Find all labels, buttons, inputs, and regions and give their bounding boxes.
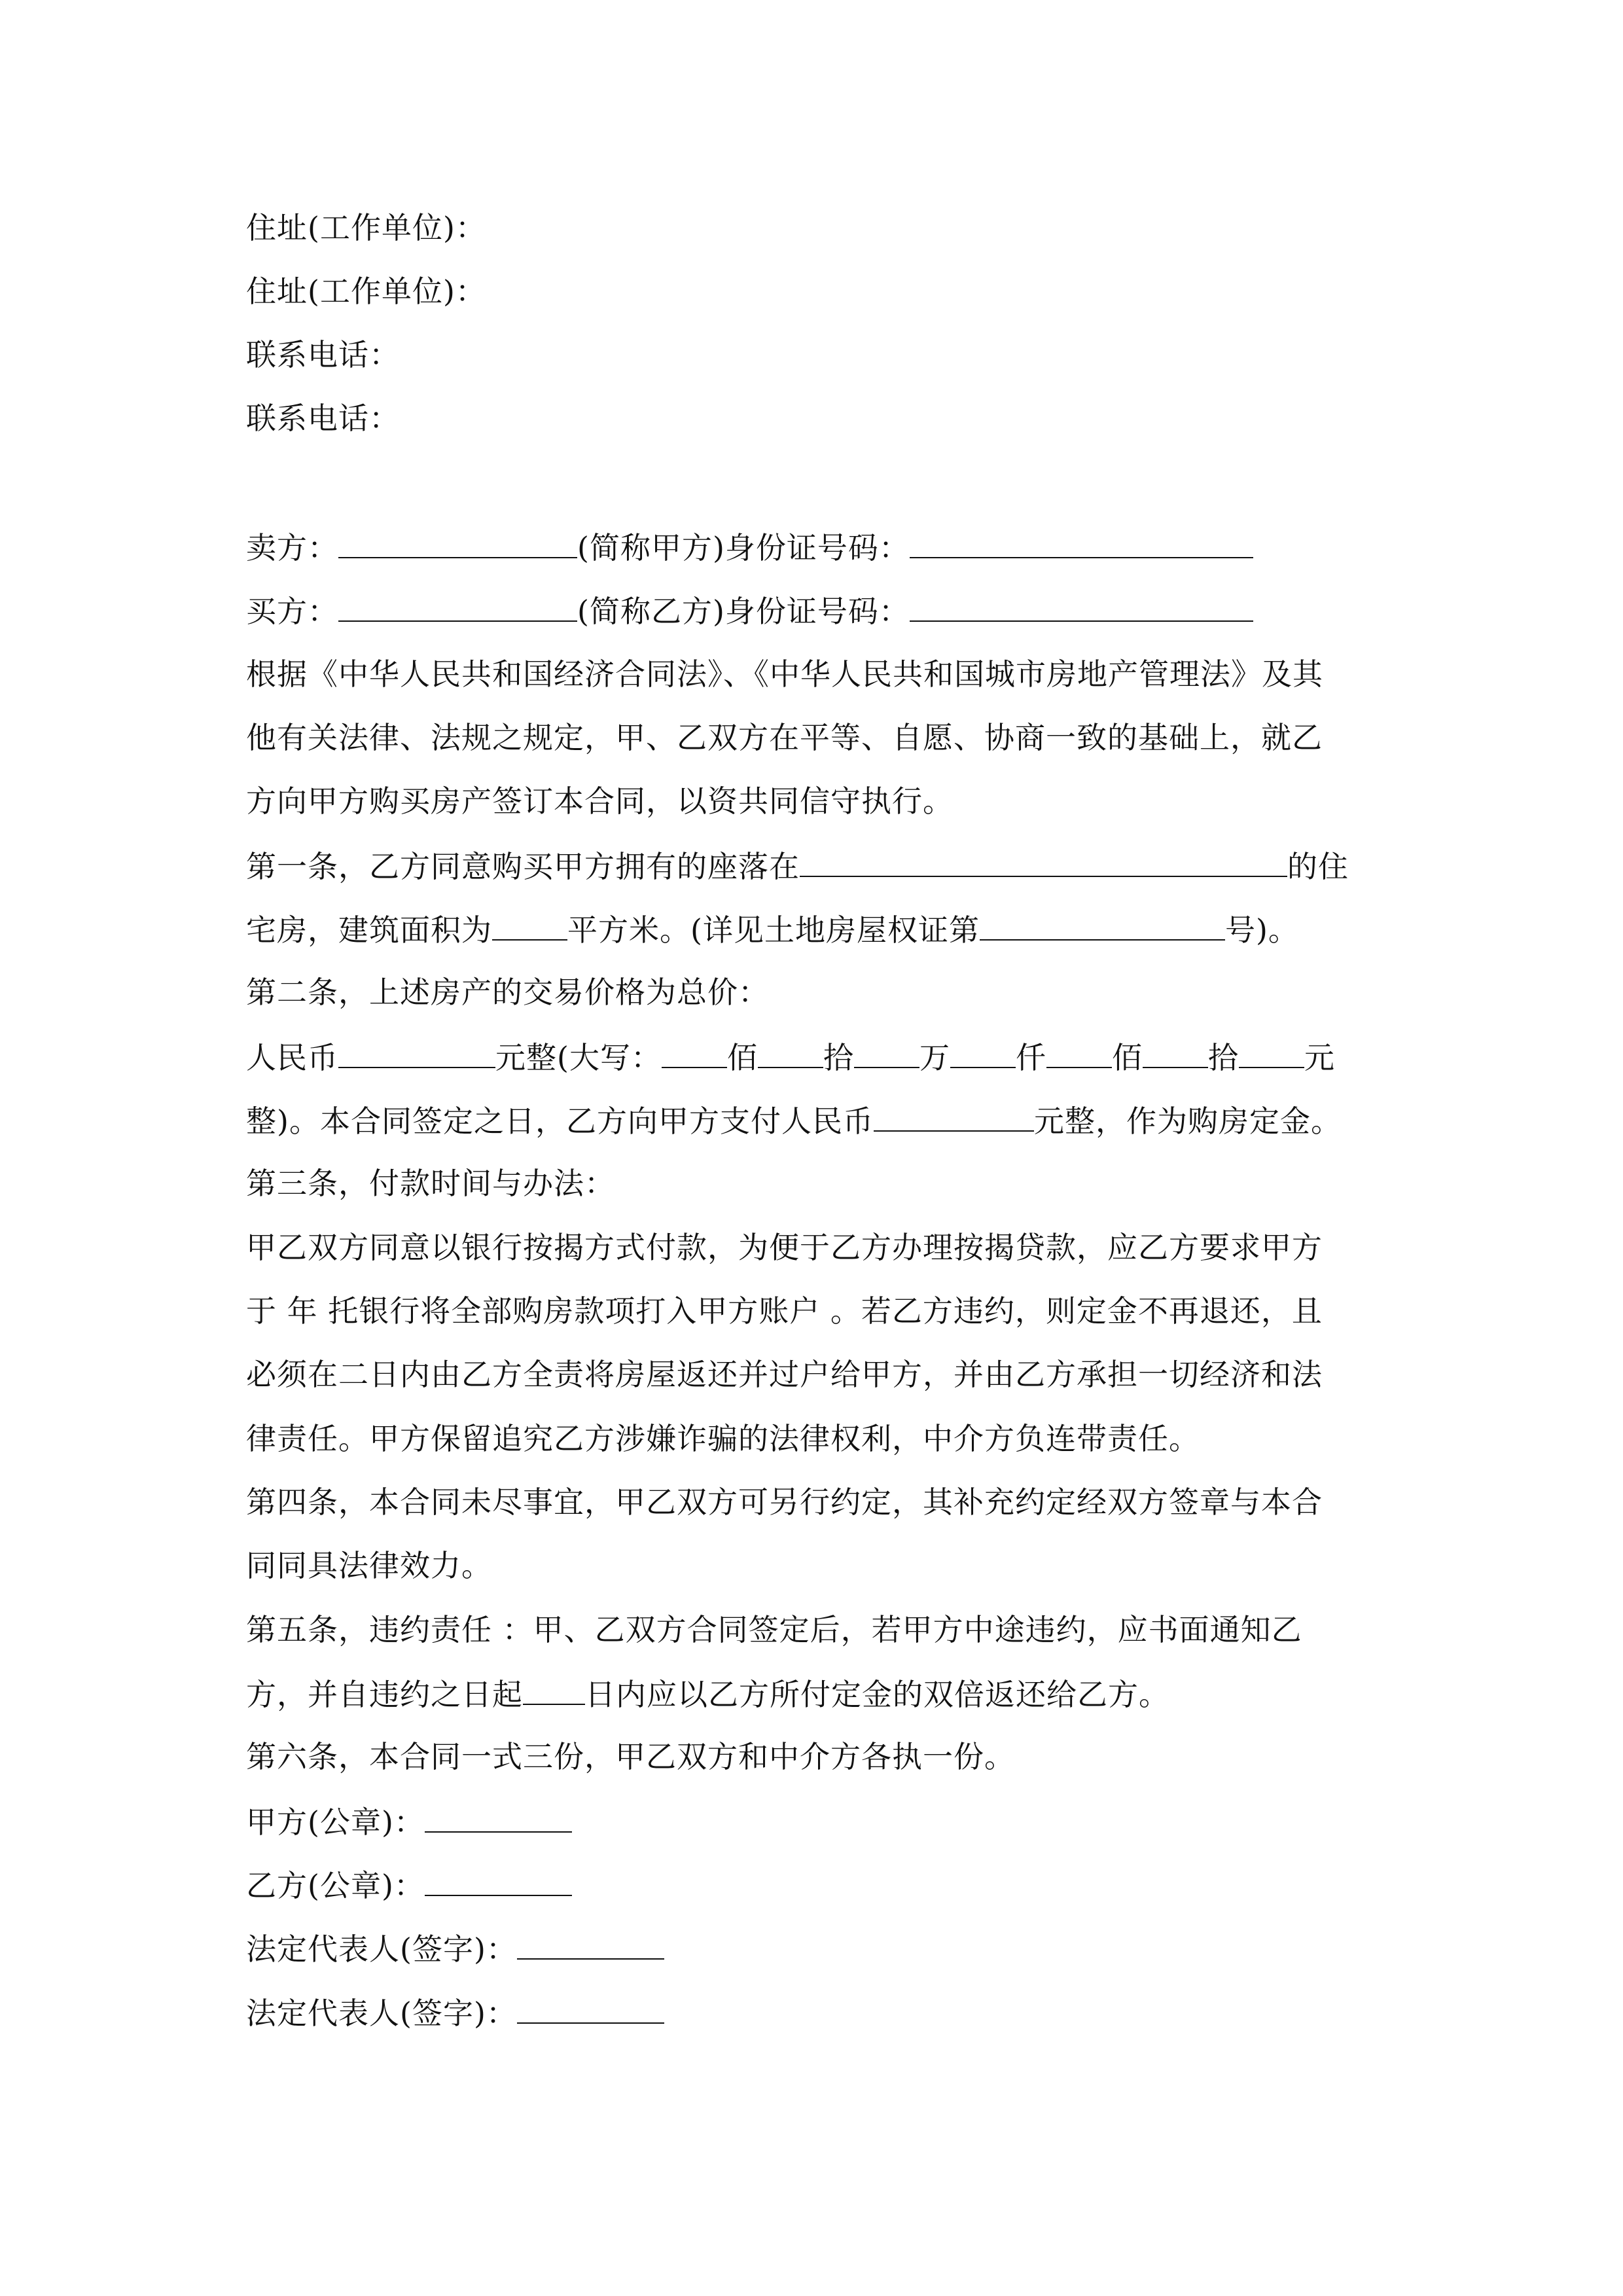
article2-title: 第二条，上述房产的交易价格为总价：	[246, 975, 769, 1010]
preamble-line-1: 根据《中华人民共和国经济合同法》、《中华人民共和国城市房地产管理法》及其	[246, 656, 1323, 692]
address-line-2: 住址(工作单位)：	[246, 274, 486, 309]
preamble-line-3: 方向甲方购买房产签订本合同，以资共同信守执行。	[246, 783, 954, 819]
unit-wan: 万	[919, 1040, 950, 1075]
article3-line-4: 律责任。甲方保留追究乙方涉嫌诈骗的法律权利，中介方负连带责任。	[246, 1421, 1200, 1456]
property-location-blank[interactable]	[800, 846, 1287, 877]
article4-line-2: 同同具法律效力。	[246, 1548, 492, 1583]
buyer-label: 买方：	[246, 594, 338, 629]
daxie-blank-2[interactable]	[758, 1037, 823, 1068]
buyer-id-blank[interactable]	[910, 590, 1253, 622]
daxie-blank-4[interactable]	[950, 1037, 1016, 1068]
deposit-amount-blank[interactable]	[874, 1100, 1034, 1132]
article1-line-1	[246, 846, 1349, 886]
article2-price-line	[246, 1037, 1335, 1077]
legal-rep-blank-2[interactable]	[517, 1992, 664, 2024]
daxie-blank-3[interactable]	[854, 1037, 919, 1068]
daxie-blank-7[interactable]	[1239, 1037, 1304, 1068]
legal-rep-blank-1[interactable]	[517, 1928, 664, 1960]
article6-line: 第六条，本合同一式三份，甲乙双方和中介方各执一份。	[246, 1739, 1015, 1774]
address-line-1: 住址(工作单位)：	[246, 210, 486, 245]
party-a-seal-line	[246, 1801, 572, 1842]
article1-text-a: 第一条，乙方同意购买甲方拥有的座落在	[246, 849, 800, 884]
seller-abbr: (简称甲方)身份证号码：	[577, 530, 910, 565]
daxie-blank-1[interactable]	[662, 1037, 727, 1068]
party-b-seal-line	[246, 1865, 572, 1905]
party-a-seal-label: 甲方(公章)：	[246, 1804, 425, 1840]
unit-shi-2: 拾	[1207, 1040, 1239, 1075]
legal-rep-line-2	[246, 1992, 664, 2033]
seller-line	[246, 527, 1253, 567]
daxie-blank-6[interactable]	[1143, 1037, 1208, 1068]
article3-line-2: 于 年 托银行将全部购房款项打入甲方账户 。若乙方违约，则定金不再退还，且	[246, 1293, 1323, 1329]
legal-rep-label-2: 法定代表人(签字)：	[246, 1996, 517, 2031]
legal-rep-line-1	[246, 1928, 664, 1969]
rmb-label: 人民币	[246, 1040, 338, 1075]
party-b-seal-blank[interactable]	[425, 1865, 572, 1896]
daxie-label: 元整(大写：	[495, 1040, 662, 1075]
buyer-abbr: (简称乙方)身份证号码：	[577, 594, 910, 629]
seller-label: 卖方：	[246, 530, 338, 565]
seller-name-blank[interactable]	[338, 527, 577, 558]
article3-line-3: 必须在二日内由乙方全责将房屋返还并过户给甲方，并由乙方承担一切经济和法	[246, 1357, 1323, 1392]
total-price-blank[interactable]	[338, 1037, 495, 1068]
unit-bai-1: 佰	[726, 1040, 758, 1075]
article5-line-1: 第五条，违约责任 ：甲、乙双方合同签定后，若甲方中途违约，应书面通知乙	[246, 1612, 1302, 1647]
party-a-seal-blank[interactable]	[425, 1801, 572, 1833]
unit-yuan: 元	[1304, 1040, 1335, 1075]
phone-line-2: 联系电话：	[246, 401, 400, 436]
article5-text-b: 日内应以乙方所付定金的双倍返还给乙方。	[585, 1677, 1169, 1712]
article1-text-e: 号)。	[1224, 912, 1299, 948]
seller-id-blank[interactable]	[910, 527, 1253, 558]
article1-line-2	[246, 909, 1299, 950]
article5-text-a: 方，并自违约之日起	[246, 1677, 523, 1712]
article2-deposit-line	[246, 1100, 1342, 1141]
article1-text-d: 平方米。(详见土地房屋权证第	[567, 912, 980, 948]
unit-qian: 仟	[1015, 1040, 1046, 1075]
article3-title: 第三条，付款时间与办法：	[246, 1166, 615, 1201]
buyer-name-blank[interactable]	[338, 590, 577, 622]
phone-line-1: 联系电话：	[246, 337, 400, 372]
area-blank[interactable]	[492, 909, 567, 941]
article3-line-1: 甲乙双方同意以银行按揭方式付款，为便于乙方办理按揭贷款，应乙方要求甲方	[246, 1230, 1323, 1265]
article4-line-1: 第四条，本合同未尽事宜，甲乙双方可另行约定，其补充约定经双方签章与本合	[246, 1484, 1323, 1520]
article1-text-c: 宅房，建筑面积为	[246, 912, 492, 948]
deposit-text-b: 元整，作为购房定金。	[1033, 1103, 1342, 1139]
article1-text-b: 的住	[1287, 849, 1349, 884]
refund-days-blank[interactable]	[523, 1674, 585, 1705]
legal-rep-label-1: 法定代表人(签字)：	[246, 1931, 517, 1967]
certificate-number-blank[interactable]	[980, 909, 1225, 941]
preamble-line-2: 他有关法律、法规之规定，甲、乙双方在平等、自愿、协商一致的基础上，就乙	[246, 720, 1323, 755]
article5-line-2	[246, 1674, 1169, 1714]
party-b-seal-label: 乙方(公章)：	[246, 1868, 425, 1903]
deposit-text-a: 整)。本合同签定之日，乙方向甲方支付人民币	[246, 1103, 874, 1139]
unit-bai-2: 佰	[1111, 1040, 1143, 1075]
unit-shi-1: 拾	[823, 1040, 854, 1075]
daxie-blank-5[interactable]	[1046, 1037, 1112, 1068]
buyer-line	[246, 590, 1253, 631]
